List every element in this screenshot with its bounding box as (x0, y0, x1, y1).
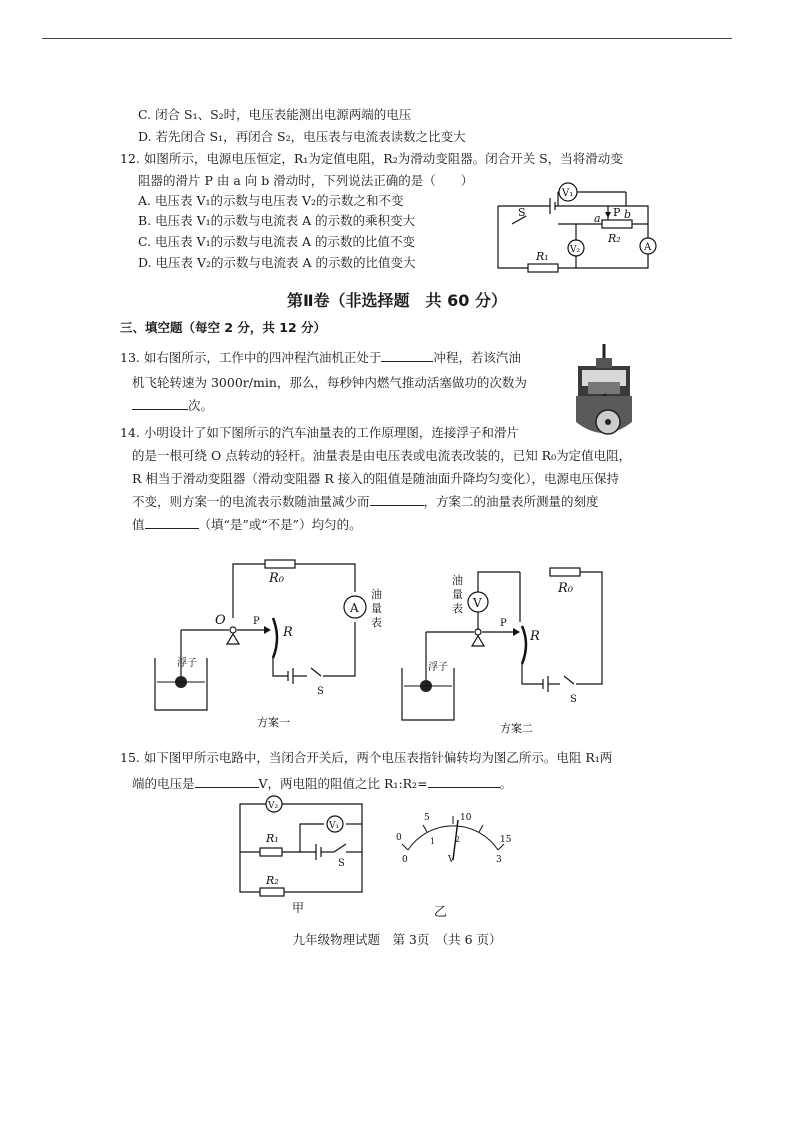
ammeter-label: A (644, 242, 652, 253)
gauge-char-3: 表 (371, 616, 382, 629)
q15-line1: 15. 如下图甲所示电路中，当闭合开关后，两个电压表指针偏转均为图乙所示。电阻 R₁两 (120, 750, 613, 765)
slider-arrow (513, 628, 520, 636)
yi-caption: 乙 (434, 905, 448, 920)
r2-label: R₂ (608, 232, 621, 245)
v1-label: V₁ (562, 188, 574, 199)
q14-line1: 14. 小明设计了如下图所示的汽车油量表的工作原理图，连接浮子和滑片 (120, 425, 519, 440)
v2-label: V₂ (268, 801, 279, 811)
dial-inner-0: 0 (402, 855, 408, 865)
q13-engine-image (568, 344, 640, 444)
r1-label: R₁ (266, 832, 279, 845)
q15-text-2b: V，两电阻的阻值之比 R₁:R₂= (258, 776, 428, 791)
q14-blank-1[interactable] (370, 494, 424, 506)
scheme1-diagram (145, 548, 395, 728)
q11-option-c: C. 闭合 S₁、S₂时，电压表能测出电源两端的电压 (138, 107, 412, 122)
q13-line2: 机飞轮转速为 3000r/min，那么，每秒钟内燃气推动活塞做功的次数为 (132, 375, 527, 390)
dial-label-10: 10 (460, 813, 472, 823)
q12-option-c: C. 电压表 V₁的示数与电流表 A 的示数的比值不变 (138, 234, 416, 249)
switch-label: S (338, 858, 345, 869)
q15-line2 (132, 776, 512, 791)
p-label: P (613, 206, 621, 219)
dial-unit: V (448, 855, 455, 865)
q14-text-5a: 值 (132, 517, 145, 532)
q13-text-3b: 次。 (188, 398, 214, 413)
dial-label-5: 5 (424, 813, 430, 823)
r2-resistor (602, 220, 632, 228)
r1-label: R₁ (536, 250, 549, 263)
r0-label: R₀ (558, 581, 573, 596)
switch-label: S (317, 686, 324, 697)
r0-resistor (550, 568, 580, 576)
q14-text-4b: ，方案二的油量表所测量的刻度 (423, 494, 599, 509)
q12-stem-line1: 12. 如图所示，电源电压恒定，R₁为定值电阻，R₂为滑动变阻器。闭合开关 S，当将滑动变 (120, 151, 623, 166)
b-label: b (624, 208, 632, 221)
q13-text-1b: 冲程，若该汽油 (433, 350, 521, 365)
r-label: R (530, 629, 540, 644)
r1-resistor (528, 264, 558, 272)
scheme1-caption: 方案一 (257, 716, 290, 729)
jia-caption: 甲 (292, 901, 305, 915)
dial-inner-1: 1 (430, 837, 436, 846)
q13-line3 (132, 398, 213, 413)
gauge-char-1: 油 (452, 574, 463, 587)
q12-option-b: B. 电压表 V₁的示数与电流表 A 的示数的乘积变大 (138, 213, 416, 228)
q13-line1 (120, 350, 521, 365)
gauge-char-2: 量 (371, 602, 382, 615)
q14-text-4a: 不变，则方案一的电流表示数随油量减少而 (132, 494, 370, 509)
gauge-char-1: 油 (371, 588, 382, 601)
q14-blank-2[interactable] (145, 517, 199, 529)
q14-line4 (132, 494, 599, 509)
o-label: O (215, 613, 226, 628)
q14-line5 (132, 517, 362, 532)
p-label: P (253, 616, 260, 627)
header-rule (42, 38, 732, 39)
section-title: 第Ⅱ卷（非选择题 共 60 分） (287, 291, 507, 310)
a-label: a (594, 212, 601, 225)
q15-blank-2[interactable] (428, 776, 500, 788)
q11-option-d: D. 若先闭合 S₁，再闭合 S₂，电压表与电流表读数之比变大 (138, 129, 466, 144)
pivot-triangle (472, 636, 484, 646)
q14-line3: R 相当于滑动变阻器（滑动变阻器 R 接入的阻值是随油面升降均匀变化），电源电压保持 (132, 471, 619, 486)
pivot-triangle (227, 634, 239, 644)
q14-line2: 的是一根可绕 O 点转动的轻杆。油量表是由电压表或电流表改装的，已知 R₀为定值电阻， (132, 448, 632, 463)
q15-blank-1[interactable] (195, 776, 259, 788)
float-label: 浮子 (177, 658, 197, 669)
dial-inner-2: 2 (455, 835, 461, 844)
p-label: P (500, 618, 507, 629)
switch-label: S (570, 694, 577, 705)
r1-resistor (260, 848, 282, 856)
q12-stem-line2: 阻器的滑片 P 由 a 向 b 滑动时，下列说法正确的是（ ） (138, 173, 474, 188)
fill-section-heading: 三、填空题（每空 2 分，共 12 分） (120, 320, 327, 335)
slider-arrow (605, 212, 611, 218)
voltmeter-label: V (473, 596, 482, 610)
r-label: R (283, 625, 293, 640)
v2-label: V₂ (570, 245, 581, 255)
q13-text-1a: 13. 如右图所示，工作中的四冲程汽油机正处于 (120, 350, 382, 365)
q13-blank-count[interactable] (132, 398, 188, 410)
q15-circuit-jia (236, 794, 376, 918)
dial-label-15: 15 (500, 835, 512, 845)
switch-label: S (518, 206, 526, 219)
r0-resistor (265, 560, 295, 568)
dial-inner-3: 3 (496, 855, 502, 865)
gauge-char-2: 量 (452, 588, 463, 601)
float-label: 浮子 (428, 662, 448, 673)
page-footer: 九年级物理试题 第 3页 （共 6 页） (292, 932, 502, 947)
q15-text-2a: 端的电压是 (132, 776, 195, 791)
q13-blank-stroke[interactable] (381, 350, 433, 362)
q12-option-d: D. 电压表 V₂的示数与电流表 A 的示数的比值变大 (138, 255, 416, 270)
r0-label: R₀ (269, 571, 284, 586)
dial-label-outer-0: 0 (396, 833, 402, 843)
slider-arrow (264, 626, 271, 634)
scheme2-diagram (398, 560, 618, 736)
gauge-char-3: 表 (452, 602, 463, 615)
r2-label: R₂ (266, 874, 279, 887)
q12-option-a: A. 电压表 V₁的示数与电压表 V₂的示数之和不变 (138, 193, 404, 208)
q15-voltmeter-dial-yi (390, 804, 520, 920)
q15-text-2c: 。 (499, 776, 513, 791)
r2-resistor (260, 888, 284, 896)
q12-circuit-diagram (498, 178, 668, 278)
q14-text-5b: （填“是”或“不是”）均匀的。 (198, 517, 362, 532)
scheme2-caption: 方案二 (500, 722, 533, 735)
ammeter-label: A (350, 601, 359, 615)
v1-label: V₁ (329, 821, 340, 831)
